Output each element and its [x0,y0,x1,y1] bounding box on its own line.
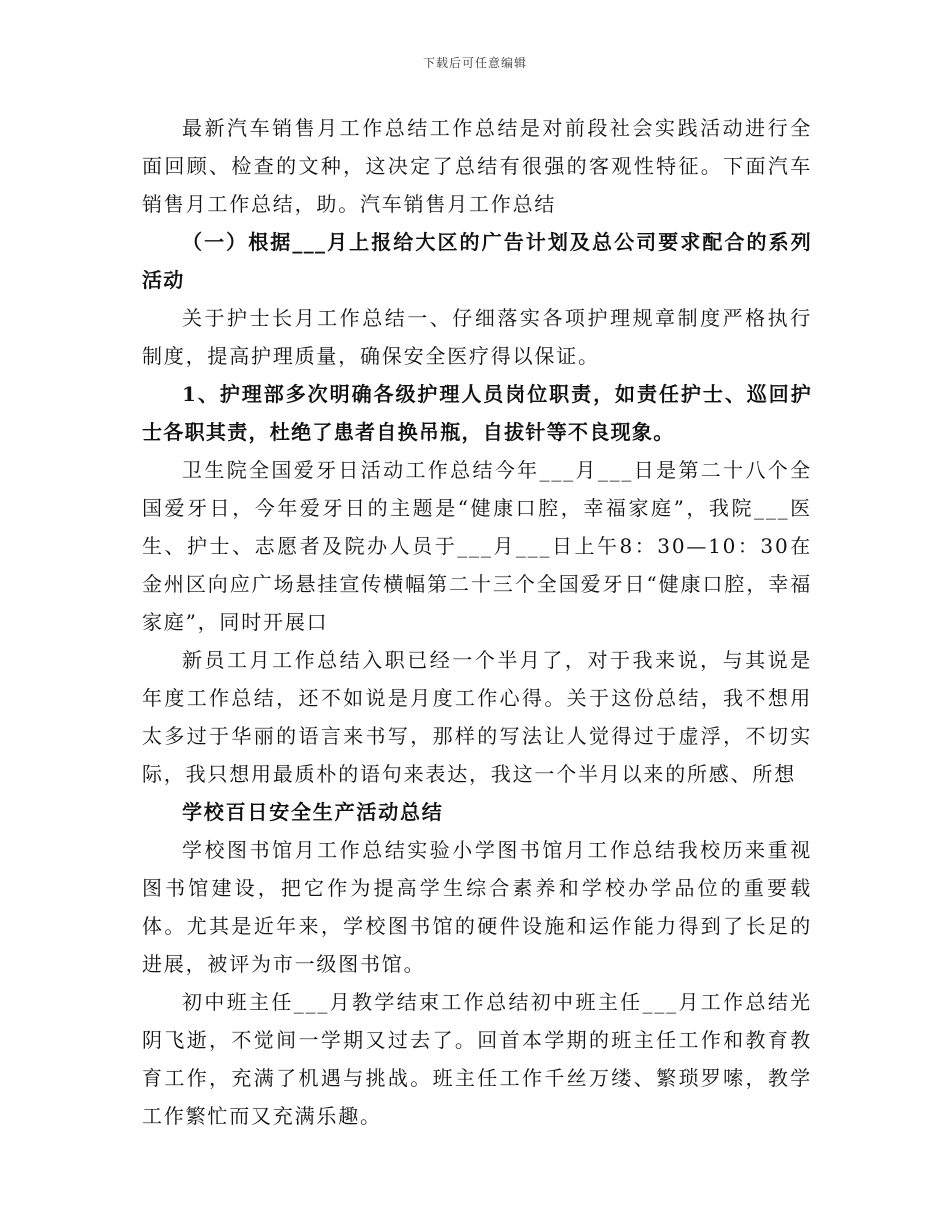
paragraph-class-teacher: 初中班主任___月教学结束工作总结初中班主任___月工作总结光阴飞逝，不觉间一学期又过去了。回首本学期的班主任工作和教育教育工作，充满了机遇与挑战。班主任工作千丝万缕、繁琐罗嗦，教学工作繁忙而又充满乐趣。 [142,990,812,1128]
paragraph-library: 学校图书馆月工作总结实验小学图书馆月工作总结我校历来重视图书馆建设，把它作为提高学生综合素养和学校办学品位的重要载体。尤其是近年来，学校图书馆的硬件设施和运作能力得到了长足的进展，被评为市一级图书馆。 [142,838,812,976]
paragraph-nurse-summary: 关于护士长月工作总结一、仔细落实各项护理规章制度严格执行制度，提高护理质量，确保安全医疗得以保证。 [142,306,812,368]
paragraph-nurse-point-one: 1、护理部多次明确各级护理人员岗位职责，如责任护士、巡回护士各职其责，杜绝了患者自换吊瓶，自拔针等不良现象。 [142,382,812,444]
paragraph-new-employee: 新员工月工作总结入职已经一个半月了，对于我来说，与其说是年度工作总结，还不如说是月度工作心得。关于这份总结，我不想用太多过于华丽的语言来书写，那样的写法让人觉得过于虚浮，不切实际，我只想用最质朴的语句来表达，我这一个半月以来的所感、所想 [142,648,812,786]
page-header: 下载后可任意编辑 [422,56,527,70]
paragraph-intro: 最新汽车销售月工作总结工作总结是对前段社会实践活动进行全面回顾、检查的文种，这决定了总结有很强的客观性特征。下面汽车销售月工作总结，助。汽车销售月工作总结 [142,116,812,216]
section-heading-school-safety: 学校百日安全生产活动总结 [182,800,444,824]
document-body [142,109,812,1135]
paragraph-dental-day: 卫生院全国爱牙日活动工作总结今年___月___日是第二十八个全国爱牙日，今年爱牙日的主题是“健康口腔，幸福家庭”，我院___医生、护士、志愿者及院办人员于___月___日上午8：30—10：30在金州区向应广场悬挂宣传横幅第二十三个全国爱牙日“健康口腔，幸福家庭”，同时开展口 [142,458,812,634]
section-heading-ad-plan: （一）根据___月上报给大区的广告计划及总公司要求配合的系列活动 [142,230,812,292]
